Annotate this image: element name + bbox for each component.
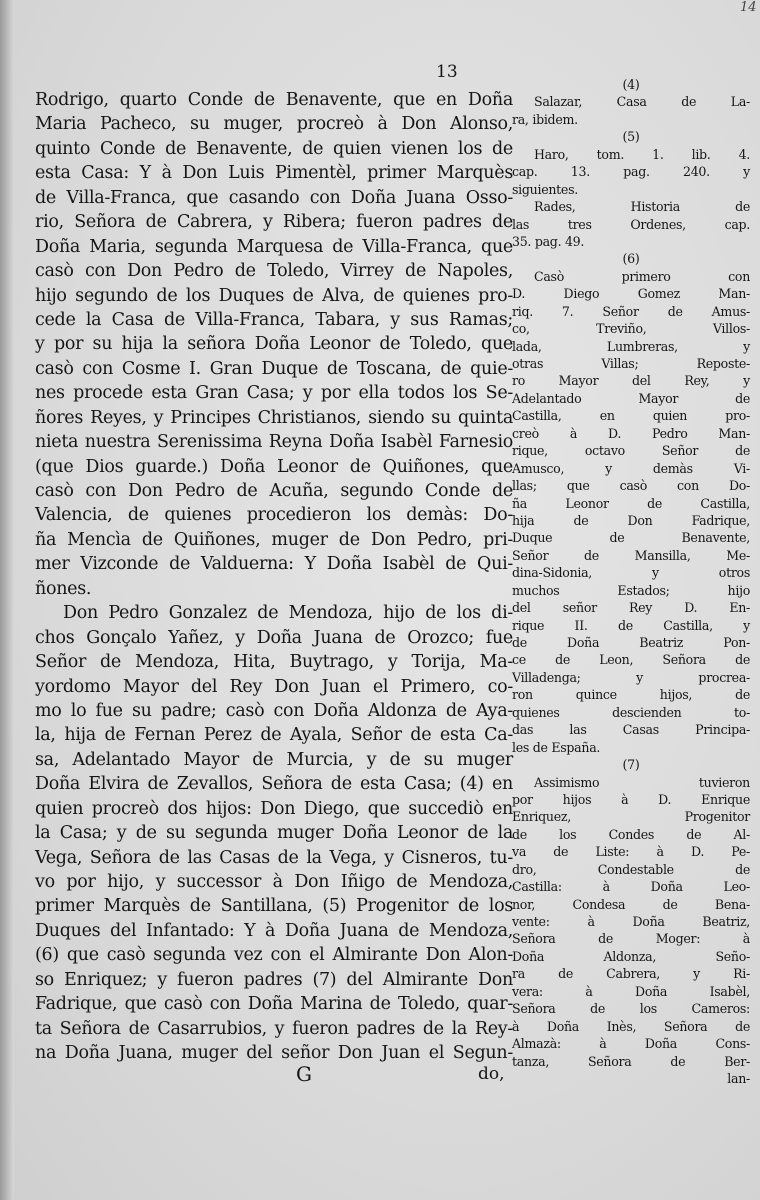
margin-note-line: ña Leonor de Castilla, xyxy=(512,495,750,511)
margin-note-line: Casò primero con xyxy=(534,268,750,284)
margin-note-line: les de España. xyxy=(512,739,601,755)
margin-note-line: nor, Condesa de Bena- xyxy=(512,896,750,912)
margin-note-line: del señor Rey D. En- xyxy=(512,600,750,616)
margin-note-line: Rades, Historia de xyxy=(534,199,750,215)
main-text-line: vo por hijo, y successor à Don Iñigo de Mendoza, xyxy=(35,872,513,892)
margin-note-line: à Doña Inès, Señora de xyxy=(512,1018,750,1034)
margin-note-line: Amusco, y demàs Vi- xyxy=(512,460,750,476)
margin-note-line: Duque de Benavente, xyxy=(512,530,750,546)
main-text-line: mo lo fue su padre; casò con Doña Aldonza de Aya- xyxy=(35,700,513,721)
main-text-line: yordomo Mayor del Rey Don Juan el Primero, co- xyxy=(35,676,513,697)
main-text-line: Don Pedro Gonzalez de Mendoza, hijo de los di- xyxy=(63,603,513,624)
margin-note-line: Assimismo tuvieron xyxy=(534,774,750,790)
margin-note-line: (4) xyxy=(622,77,640,92)
margin-note-line: siguientes. xyxy=(512,181,578,197)
margin-notes-column xyxy=(512,76,750,1087)
margin-note-line: Adelantado Mayor de xyxy=(512,390,750,406)
catchword: do, xyxy=(478,1064,505,1084)
margin-note-line: Haro, tom. 1. lib. 4. xyxy=(534,146,750,162)
main-text-line: quinto Conde de Benavente, de quien vienen los de xyxy=(35,138,513,159)
margin-note-line: de los Condes de Al- xyxy=(512,826,750,842)
main-text-line: la Casa; y de su segunda muger Doña Leonor de la xyxy=(35,823,513,844)
margin-note-line: Castilla: à Doña Leo- xyxy=(512,879,750,895)
margin-note-line: de Doña Beatriz Pon- xyxy=(512,635,750,650)
margin-note-line: (7) xyxy=(622,757,640,773)
margin-note-line: (6) xyxy=(622,251,640,267)
margin-note-line: lada, Lumbreras, y xyxy=(512,338,750,354)
main-text-line: esta Casa: Y à Don Luis Pimentèl, primer Marquès xyxy=(35,163,513,184)
main-text-line: ñones. xyxy=(35,578,92,599)
margin-note-line: muchos Estados; hijo xyxy=(512,582,750,598)
margin-note-line: llas; que casò con Do- xyxy=(512,478,750,494)
main-text-line: ñores Reyes, y Principes Christianos, siendo su quinta xyxy=(35,407,513,428)
main-text-line: Valencia, de quienes procedieron los demàs: Do- xyxy=(35,505,513,526)
main-text-line: ta Señora de Casarrubios, y fueron padres de la Rey- xyxy=(35,1018,513,1039)
main-text-line: casò con Don Pedro de Toledo, Virrey de Napoles, xyxy=(35,261,513,282)
main-text-line: y por su hija la señora Doña Leonor de Toledo, que xyxy=(35,334,513,355)
main-text-line: rio, Señora de Cabrera, y Ribera; fueron padres de xyxy=(35,212,513,233)
page-number: 13 xyxy=(436,62,458,82)
margin-note-line: dina-Sidonia, y otros xyxy=(512,565,750,581)
main-text-line: Rodrigo, quarto Conde de Benavente, que en Doña xyxy=(35,90,513,110)
main-text-line: sa, Adelantado Mayor de Murcia, y de su muger xyxy=(35,749,513,770)
main-text-line: ña Mencìa de Quiñones, muger de Don Pedro, pri- xyxy=(35,529,513,550)
margin-note-line: das las Casas Principa- xyxy=(512,722,750,738)
main-text-line: la, hija de Fernan Perez de Ayala, Señor de esta Ca- xyxy=(35,725,513,746)
margin-note-line: Salazar, Casa de La- xyxy=(534,94,750,110)
main-text-line: Doña Elvira de Zevallos, Señora de esta Casa; (4) en xyxy=(35,774,513,795)
margin-note-line: Doña Aldonza, Seño- xyxy=(512,948,750,964)
main-text-line: cede la Casa de Villa-Franca, Tabara, y sus Ramas; xyxy=(35,309,513,330)
main-text-line: casò con Cosme I. Gran Duque de Toscana, de quie- xyxy=(35,358,513,379)
margin-note-line: Castilla, en quien pro- xyxy=(512,408,750,424)
margin-note-line: quienes descienden to- xyxy=(512,704,750,720)
signature-mark: G xyxy=(296,1062,312,1086)
main-text-line: Doña Maria, segunda Marquesa de Villa-Franca, que xyxy=(35,236,513,257)
main-text-line: nes procede esta Gran Casa; y por ella todos los Se- xyxy=(35,383,513,404)
margin-note-line: co, Treviño, Villos- xyxy=(512,321,750,337)
margin-note-line: creò à D. Pedro Man- xyxy=(512,425,750,441)
main-text-line: Fadrique, que casò con Doña Marina de Toledo, quar- xyxy=(35,994,513,1015)
main-text-line: (que Dios guarde.) Doña Leonor de Quiñones, que xyxy=(35,456,513,477)
margin-note-line: Señora de Moger: à xyxy=(512,931,750,947)
margin-note-line: cap. 13. pag. 240. y xyxy=(512,164,750,180)
main-text-line: Duques del Infantado: Y à Doña Juana de Mendoza, xyxy=(35,920,513,941)
margin-note-line: (5) xyxy=(622,129,640,145)
margin-note-line: vente: à Doña Beatriz, xyxy=(512,914,750,929)
main-text-column xyxy=(35,88,513,1066)
margin-note-line: riq. 7. Señor de Amus- xyxy=(512,303,750,319)
margin-note-line: Villadenga; y procrea- xyxy=(512,669,750,685)
main-text-line: mer Vizconde de Valduerna: Y Doña Isabèl de Qui- xyxy=(35,554,513,575)
margin-note-line: 35. pag. 49. xyxy=(512,233,585,249)
margin-note-line: vera: à Doña Isabèl, xyxy=(512,983,750,999)
margin-note-line: ce de Leon, Señora de xyxy=(512,652,750,668)
margin-note-line: tanza, Señora de Ber- xyxy=(512,1053,750,1069)
main-text-line: (6) que casò segunda vez con el Almirante Don Alon- xyxy=(35,945,513,966)
main-text-line: Maria Pacheco, su muger, procreò à Don Alonso, xyxy=(35,114,513,135)
main-text-line: nieta nuestra Serenissima Reyna Doña Isabèl Farnesio xyxy=(35,432,513,453)
margin-note-line: lan- xyxy=(727,1070,750,1086)
main-text-line: hijo segundo de los Duques de Alva, de quienes pro- xyxy=(35,285,513,306)
handwritten-folio-number: 14 xyxy=(740,0,757,15)
main-text-line: chos Gonçalo Yañez, y Doña Juana de Orozco; fue xyxy=(35,627,513,648)
main-text-line: Señor de Mendoza, Hita, Buytrago, y Torija, Ma- xyxy=(35,652,513,673)
main-text-line: casò con Don Pedro de Acuña, segundo Conde de xyxy=(35,481,513,501)
main-text-line: so Enriquez; y fueron padres (7) del Almirante Don xyxy=(35,969,513,990)
margin-note-line: ra de Cabrera, y Ri- xyxy=(512,966,750,982)
margin-note-line: Enriquez, Progenitor xyxy=(512,809,750,825)
margin-note-line: dro, Condestable de xyxy=(512,861,750,877)
margin-note-line: ron quince hijos, de xyxy=(512,687,750,703)
main-text-line: na Doña Juana, muger del señor Don Juan el Segun- xyxy=(35,1043,513,1064)
margin-note-line: Señor de Mansilla, Me- xyxy=(512,547,750,563)
binding-shadow xyxy=(0,0,14,1200)
margin-note-line: va de Liste: à D. Pe- xyxy=(512,844,750,860)
margin-note-line: ra, ibidem. xyxy=(512,111,578,127)
margin-note-line: otras Villas; Reposte- xyxy=(512,356,750,371)
margin-note-line: Señora de los Cameros: xyxy=(512,1001,750,1017)
margin-note-line: las tres Ordenes, cap. xyxy=(512,216,750,232)
margin-note-line: rique, octavo Señor de xyxy=(512,443,750,459)
main-text-line: primer Marquès de Santillana, (5) Progenitor de los xyxy=(35,896,513,917)
main-text-line: quien procreò dos hijos: Don Diego, que succediò en xyxy=(35,798,513,819)
main-text-line: de Villa-Franca, que casando con Doña Juana Osso- xyxy=(35,187,513,208)
margin-note-line: D. Diego Gomez Man- xyxy=(512,286,750,302)
margin-note-line: Almazà: à Doña Cons- xyxy=(512,1036,750,1052)
margin-note-line: ro Mayor del Rey, y xyxy=(512,373,750,389)
main-text-line: Vega, Señora de las Casas de la Vega, y Cisneros, tu- xyxy=(35,847,513,868)
margin-note-line: por hijos à D. Enrique xyxy=(512,791,750,807)
margin-note-line: hija de Don Fadrique, xyxy=(512,512,750,528)
margin-note-line: rique II. de Castilla, y xyxy=(512,617,750,633)
